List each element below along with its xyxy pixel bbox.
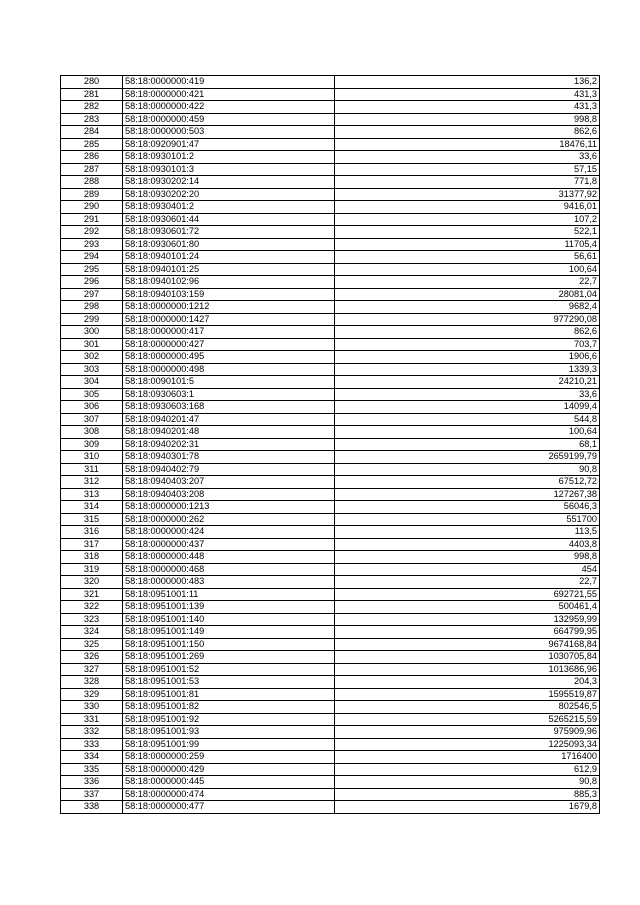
row-number-cell: 318 [61,551,123,564]
cadastral-number-cell: 58:18:0951001:92 [123,713,335,726]
table-row [61,613,600,626]
row-number-cell: 327 [61,663,123,676]
row-number-cell: 311 [61,463,123,476]
area-value-cell: 885,3 [335,788,600,801]
area-value-cell: 113,5 [335,526,600,539]
table-row [61,651,600,664]
area-value-cell: 1679,8 [335,801,600,814]
table-row [61,626,600,639]
table-row [61,226,600,239]
table-row [61,363,600,376]
cadastral-number-cell: 58:18:0000000:474 [123,788,335,801]
cadastral-number-cell: 58:18:0920901:47 [123,138,335,151]
row-number-cell: 337 [61,788,123,801]
area-value-cell: 664799,95 [335,626,600,639]
cadastral-number-cell: 58:18:0000000:503 [123,126,335,139]
row-number-cell: 321 [61,588,123,601]
row-number-cell: 299 [61,313,123,326]
area-value-cell: 612,9 [335,763,600,776]
table-row [61,388,600,401]
area-value-cell: 500461,4 [335,601,600,614]
table-row [61,463,600,476]
cadastral-number-cell: 58:18:0930202:14 [123,176,335,189]
row-number-cell: 280 [61,76,123,89]
area-value-cell: 5265215,59 [335,713,600,726]
area-value-cell: 1013686,96 [335,663,600,676]
row-number-cell: 315 [61,513,123,526]
cadastral-number-cell: 58:18:0930101:2 [123,151,335,164]
row-number-cell: 335 [61,763,123,776]
cadastral-number-cell: 58:18:0000000:262 [123,513,335,526]
cadastral-number-cell: 58:18:0940102:96 [123,276,335,289]
cadastral-number-cell: 58:18:0951001:150 [123,638,335,651]
row-number-cell: 296 [61,276,123,289]
cadastral-number-cell: 58:18:0940201:48 [123,426,335,439]
table-row [61,401,600,414]
row-number-cell: 330 [61,701,123,714]
cadastral-number-cell: 58:18:0000000:1427 [123,313,335,326]
area-value-cell: 33,6 [335,388,600,401]
table-row [61,526,600,539]
row-number-cell: 320 [61,576,123,589]
table-row [61,438,600,451]
table-row [61,188,600,201]
row-number-cell: 313 [61,488,123,501]
cadastral-number-cell: 58:18:0000000:422 [123,101,335,114]
table-row [61,538,600,551]
area-value-cell: 132959,99 [335,613,600,626]
cadastral-number-cell: 58:18:0000000:468 [123,563,335,576]
cadastral-number-cell: 58:18:0951001:99 [123,738,335,751]
table-row [61,326,600,339]
cadastral-number-cell: 58:18:0930601:72 [123,226,335,239]
row-number-cell: 290 [61,201,123,214]
cadastral-number-cell: 58:18:0000000:417 [123,326,335,339]
row-number-cell: 295 [61,263,123,276]
area-value-cell: 703,7 [335,338,600,351]
cadastral-number-cell: 58:18:0000000:495 [123,351,335,364]
cadastral-number-cell: 58:18:0940101:24 [123,251,335,264]
table-row [61,801,600,814]
area-value-cell: 1906,6 [335,351,600,364]
row-number-cell: 323 [61,613,123,626]
area-value-cell: 11705,4 [335,238,600,251]
table-row [61,201,600,214]
cadastral-number-cell: 58:18:0930601:44 [123,213,335,226]
row-number-cell: 324 [61,626,123,639]
row-number-cell: 309 [61,438,123,451]
cadastral-number-cell: 58:18:0940403:207 [123,476,335,489]
cadastral-number-cell: 58:18:0930101:3 [123,163,335,176]
table-row [61,276,600,289]
row-number-cell: 317 [61,538,123,551]
cadastral-number-cell: 58:18:0000000:498 [123,363,335,376]
cadastral-number-cell: 58:18:0000000:445 [123,776,335,789]
row-number-cell: 305 [61,388,123,401]
table-row [61,763,600,776]
cadastral-number-cell: 58:18:0951001:11 [123,588,335,601]
table-body [61,76,600,814]
cadastral-number-cell: 58:18:0940403:208 [123,488,335,501]
cadastral-number-cell: 58:18:0930603:1 [123,388,335,401]
area-value-cell: 107,2 [335,213,600,226]
area-value-cell: 862,6 [335,126,600,139]
table-row [61,113,600,126]
row-number-cell: 338 [61,801,123,814]
cadastral-number-cell: 58:18:0000000:419 [123,76,335,89]
cadastral-number-cell: 58:18:0000000:448 [123,551,335,564]
cadastral-number-cell: 58:18:0951001:81 [123,688,335,701]
area-value-cell: 31377,92 [335,188,600,201]
row-number-cell: 300 [61,326,123,339]
row-number-cell: 286 [61,151,123,164]
cadastral-number-cell: 58:18:0000000:1213 [123,501,335,514]
area-value-cell: 127267,38 [335,488,600,501]
table-row [61,476,600,489]
row-number-cell: 303 [61,363,123,376]
area-value-cell: 67512,72 [335,476,600,489]
cadastral-number-cell: 58:18:0940201:47 [123,413,335,426]
cadastral-number-cell: 58:18:0000000:421 [123,88,335,101]
area-value-cell: 998,8 [335,113,600,126]
cadastral-number-cell: 58:18:0930401:2 [123,201,335,214]
table-row [61,313,600,326]
table-row [61,563,600,576]
area-value-cell: 454 [335,563,600,576]
cadastral-number-cell: 58:18:0951001:140 [123,613,335,626]
area-value-cell: 1225093,34 [335,738,600,751]
table-row [61,788,600,801]
cadastral-number-cell: 58:18:0951001:82 [123,701,335,714]
table-row [61,701,600,714]
row-number-cell: 319 [61,563,123,576]
area-value-cell: 18476,11 [335,138,600,151]
area-value-cell: 9682,4 [335,301,600,314]
area-value-cell: 28081,04 [335,288,600,301]
table-row [61,738,600,751]
row-number-cell: 332 [61,726,123,739]
area-value-cell: 204,3 [335,676,600,689]
table-row [61,638,600,651]
area-value-cell: 22,7 [335,276,600,289]
area-value-cell: 56046,3 [335,501,600,514]
area-value-cell: 431,3 [335,101,600,114]
table-row [61,676,600,689]
area-value-cell: 100,64 [335,426,600,439]
row-number-cell: 285 [61,138,123,151]
area-value-cell: 975909,96 [335,726,600,739]
row-number-cell: 284 [61,126,123,139]
area-value-cell: 33,6 [335,151,600,164]
cadastral-number-cell: 58:18:0000000:477 [123,801,335,814]
area-value-cell: 998,8 [335,551,600,564]
cadastral-number-cell: 58:18:0000000:483 [123,576,335,589]
table-row [61,238,600,251]
cadastral-number-cell: 58:18:0000000:429 [123,763,335,776]
row-number-cell: 282 [61,101,123,114]
row-number-cell: 304 [61,376,123,389]
row-number-cell: 283 [61,113,123,126]
table-row [61,76,600,89]
table-row [61,426,600,439]
area-value-cell: 771,8 [335,176,600,189]
area-value-cell: 90,8 [335,463,600,476]
table-row [61,513,600,526]
row-number-cell: 291 [61,213,123,226]
area-value-cell: 14099,4 [335,401,600,414]
cadastral-number-cell: 58:18:0940101:25 [123,263,335,276]
table-row [61,351,600,364]
table-row [61,301,600,314]
table-row [61,338,600,351]
cadastral-number-cell: 58:18:0940202:31 [123,438,335,451]
cadastral-number-cell: 58:18:0951001:269 [123,651,335,664]
area-value-cell: 22,7 [335,576,600,589]
area-value-cell: 68,1 [335,438,600,451]
cadastral-number-cell: 58:18:0930202:20 [123,188,335,201]
table-row [61,488,600,501]
cadastral-number-cell: 58:18:0000000:427 [123,338,335,351]
area-value-cell: 544,8 [335,413,600,426]
area-value-cell: 56,61 [335,251,600,264]
table-row [61,576,600,589]
table-row [61,551,600,564]
cadastral-number-cell: 58:18:0000000:437 [123,538,335,551]
row-number-cell: 289 [61,188,123,201]
row-number-cell: 329 [61,688,123,701]
row-number-cell: 281 [61,88,123,101]
area-value-cell: 2659199,79 [335,451,600,464]
cadastral-number-cell: 58:18:0000000:424 [123,526,335,539]
row-number-cell: 308 [61,426,123,439]
row-number-cell: 314 [61,501,123,514]
row-number-cell: 297 [61,288,123,301]
cadastral-number-cell: 58:18:0940402:79 [123,463,335,476]
table-row [61,713,600,726]
cadastral-number-cell: 58:18:0951001:52 [123,663,335,676]
area-value-cell: 1339,3 [335,363,600,376]
cadastral-number-cell: 58:18:0000000:1212 [123,301,335,314]
table-row [61,776,600,789]
area-value-cell: 24210,21 [335,376,600,389]
table-row [61,726,600,739]
table-row [61,88,600,101]
table-row [61,263,600,276]
row-number-cell: 301 [61,338,123,351]
row-number-cell: 334 [61,751,123,764]
table-row [61,126,600,139]
area-value-cell: 90,8 [335,776,600,789]
row-number-cell: 322 [61,601,123,614]
row-number-cell: 326 [61,651,123,664]
table-row [61,163,600,176]
table-row [61,588,600,601]
row-number-cell: 331 [61,713,123,726]
cadastral-number-cell: 58:18:0951001:139 [123,601,335,614]
area-value-cell: 802546,5 [335,701,600,714]
cadastral-area-table [60,75,600,814]
cadastral-number-cell: 58:18:0951001:53 [123,676,335,689]
area-value-cell: 862,6 [335,326,600,339]
row-number-cell: 292 [61,226,123,239]
cadastral-number-cell: 58:18:0951001:149 [123,626,335,639]
area-value-cell: 551700 [335,513,600,526]
row-number-cell: 310 [61,451,123,464]
table-row [61,251,600,264]
table-row [61,138,600,151]
cadastral-number-cell: 58:18:0940301:78 [123,451,335,464]
area-value-cell: 9674168,84 [335,638,600,651]
cadastral-number-cell: 58:18:0940103:159 [123,288,335,301]
table-row [61,288,600,301]
area-value-cell: 1716400 [335,751,600,764]
area-value-cell: 692721,55 [335,588,600,601]
table-row [61,663,600,676]
row-number-cell: 307 [61,413,123,426]
table-row [61,451,600,464]
table-row [61,501,600,514]
cadastral-number-cell: 58:18:0000000:259 [123,751,335,764]
row-number-cell: 328 [61,676,123,689]
row-number-cell: 312 [61,476,123,489]
table-row [61,688,600,701]
area-value-cell: 977290,08 [335,313,600,326]
cadastral-number-cell: 58:18:0951001:93 [123,726,335,739]
row-number-cell: 288 [61,176,123,189]
cadastral-number-cell: 58:18:0000000:459 [123,113,335,126]
area-value-cell: 522,1 [335,226,600,239]
table-row [61,376,600,389]
row-number-cell: 316 [61,526,123,539]
row-number-cell: 306 [61,401,123,414]
cadastral-number-cell: 58:18:0930603:168 [123,401,335,414]
row-number-cell: 287 [61,163,123,176]
area-value-cell: 100,64 [335,263,600,276]
row-number-cell: 325 [61,638,123,651]
row-number-cell: 333 [61,738,123,751]
table-row [61,101,600,114]
table-row [61,151,600,164]
area-value-cell: 57,15 [335,163,600,176]
table-row [61,176,600,189]
area-value-cell: 9416,01 [335,201,600,214]
row-number-cell: 302 [61,351,123,364]
area-value-cell: 136,2 [335,76,600,89]
area-value-cell: 4403,8 [335,538,600,551]
row-number-cell: 336 [61,776,123,789]
area-value-cell: 1030705,84 [335,651,600,664]
row-number-cell: 293 [61,238,123,251]
table-row [61,213,600,226]
area-value-cell: 431,3 [335,88,600,101]
table-row [61,751,600,764]
row-number-cell: 294 [61,251,123,264]
table-row [61,601,600,614]
cadastral-number-cell: 58:18:0090101:5 [123,376,335,389]
area-value-cell: 1595519,87 [335,688,600,701]
row-number-cell: 298 [61,301,123,314]
cadastral-number-cell: 58:18:0930601:80 [123,238,335,251]
table-row [61,413,600,426]
